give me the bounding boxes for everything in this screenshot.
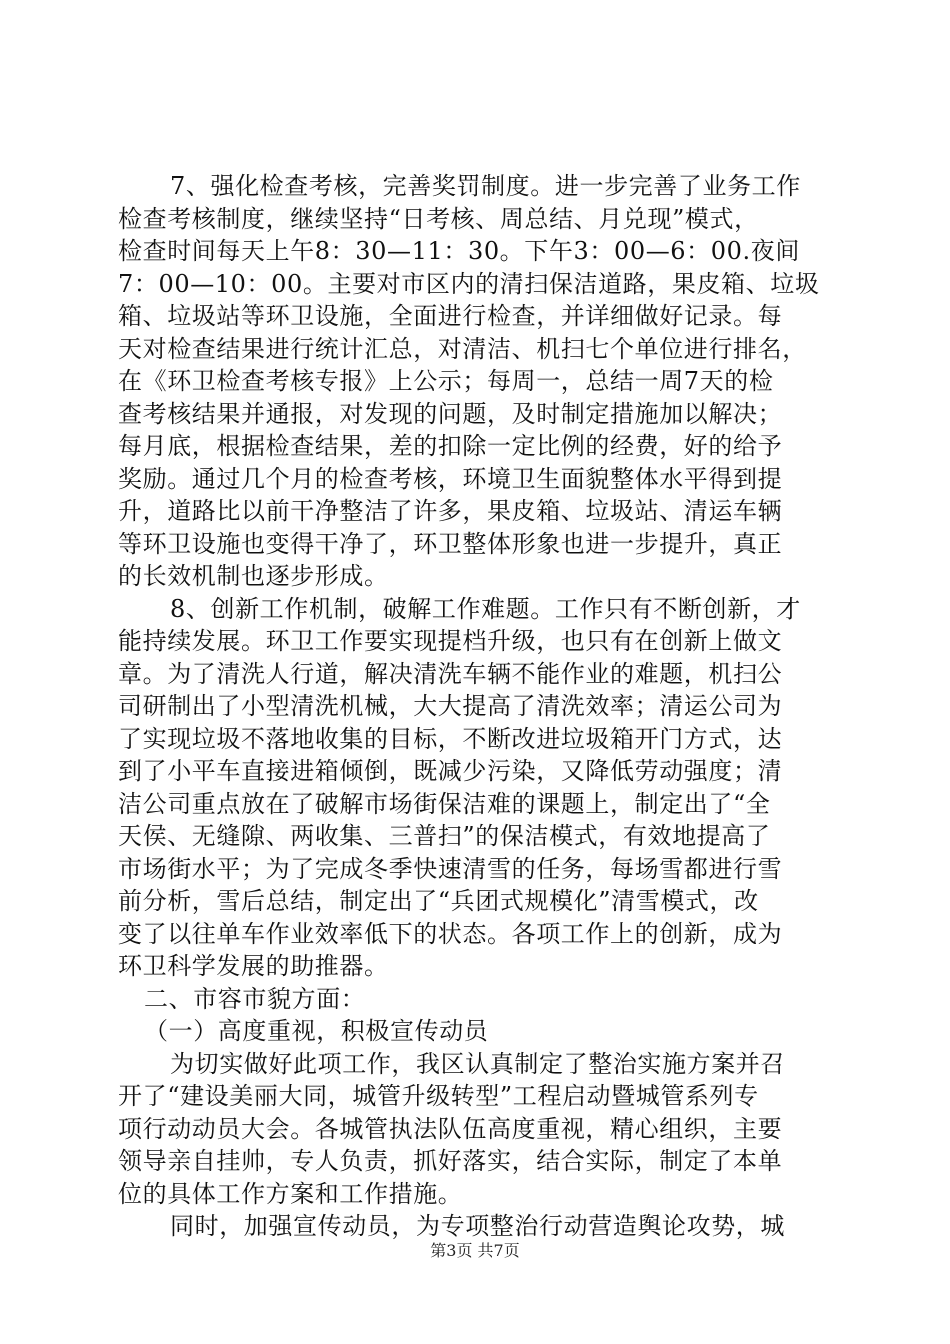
paragraph-8-line-5: 了实现垃圾不落地收集的目标，不断改进垃圾箱开门方式，达	[118, 724, 783, 753]
paragraph-7-line-4: 7：00—10：00。主要对市区内的清扫保洁道路，果皮箱、垃圾	[118, 269, 820, 298]
paragraph-8-line-10: 前分析，雪后总结，制定出了“兵团式规模化”清雪模式，改	[118, 887, 759, 915]
paragraph-7-line-6: 天对检查结果进行统计汇总，对清洁、机扫七个单位进行排名，	[118, 334, 807, 363]
paragraph-8-line-8: 天侯、无缝隙、两收集、三普扫”的保洁模式，有效地提高了	[118, 822, 771, 850]
paragraph-7-line-10: 奖励。通过几个月的检查考核，环境卫生面貌整体水平得到提	[118, 464, 783, 493]
paragraph-8-line-11: 变了以往单车作业效率低下的状态。各项工作上的创新，成为	[118, 919, 783, 948]
document-body	[118, 170, 836, 1243]
section-heading: 二、市容市貌方面：	[144, 984, 366, 1013]
paragraph-8-line-3: 章。为了清洗人行道，解决清洗车辆不能作业的难题，机扫公	[118, 659, 783, 688]
paragraph-7-line-13: 的长效机制也逐步形成。	[118, 562, 389, 590]
paragraph-8-line-2: 能持续发展。环卫工作要实现提档升级，也只有在创新上做文	[118, 627, 783, 655]
paragraph-7-line-8: 查考核结果并通报，对发现的问题，及时制定措施加以解决；	[118, 399, 783, 428]
paragraph-9-line-4: 领导亲自挂帅，专人负责，抓好落实，结合实际，制定了本单	[118, 1147, 783, 1175]
paragraph-7-line-2: 检查考核制度，继续坚持“日考核、周总结、月兑现”模式，	[118, 204, 759, 233]
paragraph-7-line-11: 升，道路比以前干净整洁了许多，果皮箱、垃圾站、清运车辆	[118, 497, 783, 525]
paragraph-7-line-5: 箱、垃圾站等环卫设施，全面进行检查，并详细做好记录。每	[118, 302, 783, 330]
paragraph-8-line-1: 8、创新工作机制，破解工作难题。工作只有不断创新，才	[170, 594, 801, 623]
paragraph-7-line-1: 7、强化检查考核，完善奖罚制度。进一步完善了业务工作	[170, 172, 801, 200]
paragraph-7-line-9: 每月底，根据检查结果，差的扣除一定比例的经费，好的给予	[118, 432, 783, 460]
paragraph-9-line-2: 开了“建设美丽大同，城管升级转型”工程启动暨城管系列专	[118, 1082, 759, 1110]
paragraph-8-line-4: 司研制出了小型清洗机械，大大提高了清洗效率；清运公司为	[118, 692, 783, 720]
paragraph-10-line-1: 同时，加强宣传动员，为专项整治行动营造舆论攻势，城	[170, 1212, 785, 1240]
paragraph-7-line-7: 在《环卫检查考核专报》上公示；每周一，总结一周7天的检	[118, 367, 774, 395]
paragraph-8-line-9: 市场街水平；为了完成冬季快速清雪的任务，每场雪都进行雪	[118, 854, 783, 883]
paragraph-9-line-5: 位的具体工作方案和工作措施。	[118, 1179, 463, 1208]
page-number-footer: 第3页 共7页	[430, 1241, 520, 1260]
paragraph-7-line-12: 等环卫设施也变得干净了，环卫整体形象也进一步提升，真正	[118, 529, 783, 558]
paragraph-9-line-3: 项行动动员大会。各城管执法队伍高度重视，精心组织，主要	[118, 1114, 783, 1143]
paragraph-8-line-6: 到了小平车直接进箱倾倒，既减少污染，又降低劳动强度；清	[118, 757, 783, 785]
paragraph-8-line-7: 洁公司重点放在了破解市场街保洁难的课题上，制定出了“全	[118, 789, 771, 818]
subsection-heading: （一）高度重视，积极宣传动员	[144, 1017, 489, 1045]
paragraph-8-line-12: 环卫科学发展的助推器。	[118, 952, 389, 980]
paragraph-7-line-3: 检查时间每天上午8：30—11：30。下午3：00—6：00.夜间	[118, 237, 800, 265]
paragraph-9-line-1: 为切实做好此项工作，我区认真制定了整治实施方案并召	[170, 1049, 785, 1078]
